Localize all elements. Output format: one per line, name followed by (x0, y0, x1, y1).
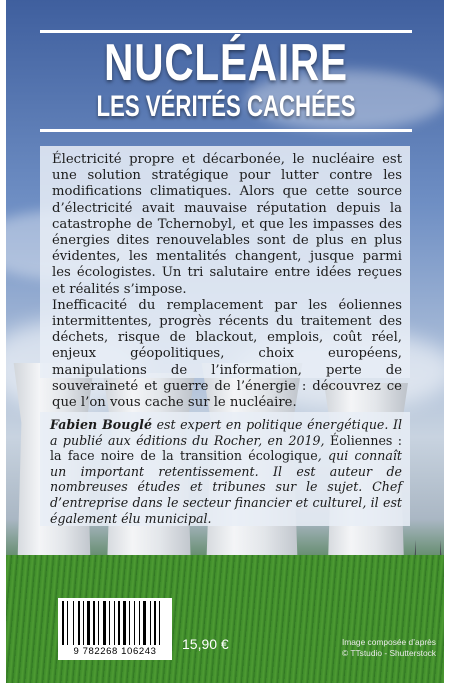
blurb-paragraph-2: Inefficacité du remplacement par les éoliennes intermittentes, progrès récents du traitement des déchets, risque de blackout, emplois, coût réel, enjeux géopolitiques, choix européens, manipulations de l’information, perte de souveraineté et guerre de l’énergie : découvrez ce que l’on vous cache sur le nucléaire. (52, 297, 402, 411)
barcode-stripe (154, 601, 156, 645)
book-subtitle: LES VÉRITÉS CACHÉES (96, 90, 356, 123)
barcode-stripe (114, 601, 115, 645)
barcode-stripe (141, 601, 142, 645)
bio-book-title: Éoliennes : la face noire de la transition écologique (50, 432, 402, 464)
barcode-stripe (147, 601, 149, 645)
barcode-stripe (107, 601, 108, 645)
title-rule-top (40, 30, 412, 33)
barcode-stripe (136, 601, 138, 645)
barcode-stripe (116, 601, 117, 645)
barcode-stripe (127, 601, 128, 645)
book-back-cover (6, 0, 444, 683)
title-rule-bottom (40, 129, 412, 132)
credit-line-2: © TTstudio - Shutterstock (342, 648, 436, 658)
barcode-stripe (121, 601, 122, 645)
barcode-stripe (62, 601, 64, 645)
barcode-stripe (67, 601, 68, 645)
author-bio-panel (40, 412, 410, 526)
barcode (58, 598, 172, 660)
barcode-stripe (150, 601, 151, 645)
barcode-stripe (83, 601, 84, 645)
author-name: Fabien Bouglé (50, 417, 152, 432)
blurb-panel (40, 146, 410, 411)
barcode-stripe (75, 601, 77, 645)
barcode-stripe (129, 601, 130, 645)
barcode-stripe (93, 601, 95, 645)
barcode-stripe (134, 601, 135, 645)
barcode-stripe (159, 601, 160, 645)
barcode-number: 9 782268 106243 (73, 646, 157, 657)
barcode-stripe (111, 601, 113, 645)
barcode-stripe (152, 601, 153, 645)
credit-line-1: Image composée d’après (341, 637, 436, 647)
barcode-stripe (73, 601, 74, 645)
barcode-stripe (123, 601, 126, 645)
barcode-stripe (65, 601, 66, 645)
barcode-stripe (85, 601, 86, 645)
barcode-stripe (100, 601, 102, 645)
barcode-stripe (131, 601, 133, 645)
barcode-stripe (98, 601, 99, 645)
bio-text-2: , qui connaît un important retentissement. Il est auteur de nombreuses études et tribunes sur le sujet. Chef d’entreprise dans le secteur financier et culturel, il est également élu municipal. (50, 448, 402, 526)
barcode-stripe (96, 601, 97, 645)
barcode-stripe (118, 601, 120, 645)
barcode-stripe (87, 601, 90, 645)
barcode-stripe (69, 601, 72, 645)
barcode-bars (62, 601, 168, 645)
barcode-stripe (161, 601, 163, 645)
barcode-stripe (78, 601, 80, 645)
blurb-paragraph-1: Électricité propre et décarbonée, le nucléaire est une solution stratégique pour lutter contre les modifications climatiques. Alors que cette source d’électricité avait mauvaise réputation depuis la catastrophe de Tchernobyl, et que les impasses des énergies dites renouvelables sont de plus en plus évidentes, les mentalités changent, jusque parmi les écologistes. Un tri salutaire entre idées reçues et réalités s’impose. (52, 152, 402, 297)
title-block (40, 30, 412, 132)
barcode-stripe (143, 601, 146, 645)
power-pylon (414, 433, 442, 563)
image-credit (324, 637, 436, 659)
barcode-stripe (109, 601, 110, 645)
bio-text-1: est expert en politique énergétique. Il a publié aux éditions du Rocher, en 2019, (50, 417, 402, 448)
barcode-stripe (81, 601, 82, 645)
price-label: 15,90 € (182, 636, 229, 652)
barcode-stripe (157, 601, 158, 645)
barcode-stripe (139, 601, 140, 645)
book-title: NUCLÉAIRE (104, 34, 348, 92)
barcode-stripe (91, 601, 92, 645)
barcode-stripe (103, 601, 106, 645)
